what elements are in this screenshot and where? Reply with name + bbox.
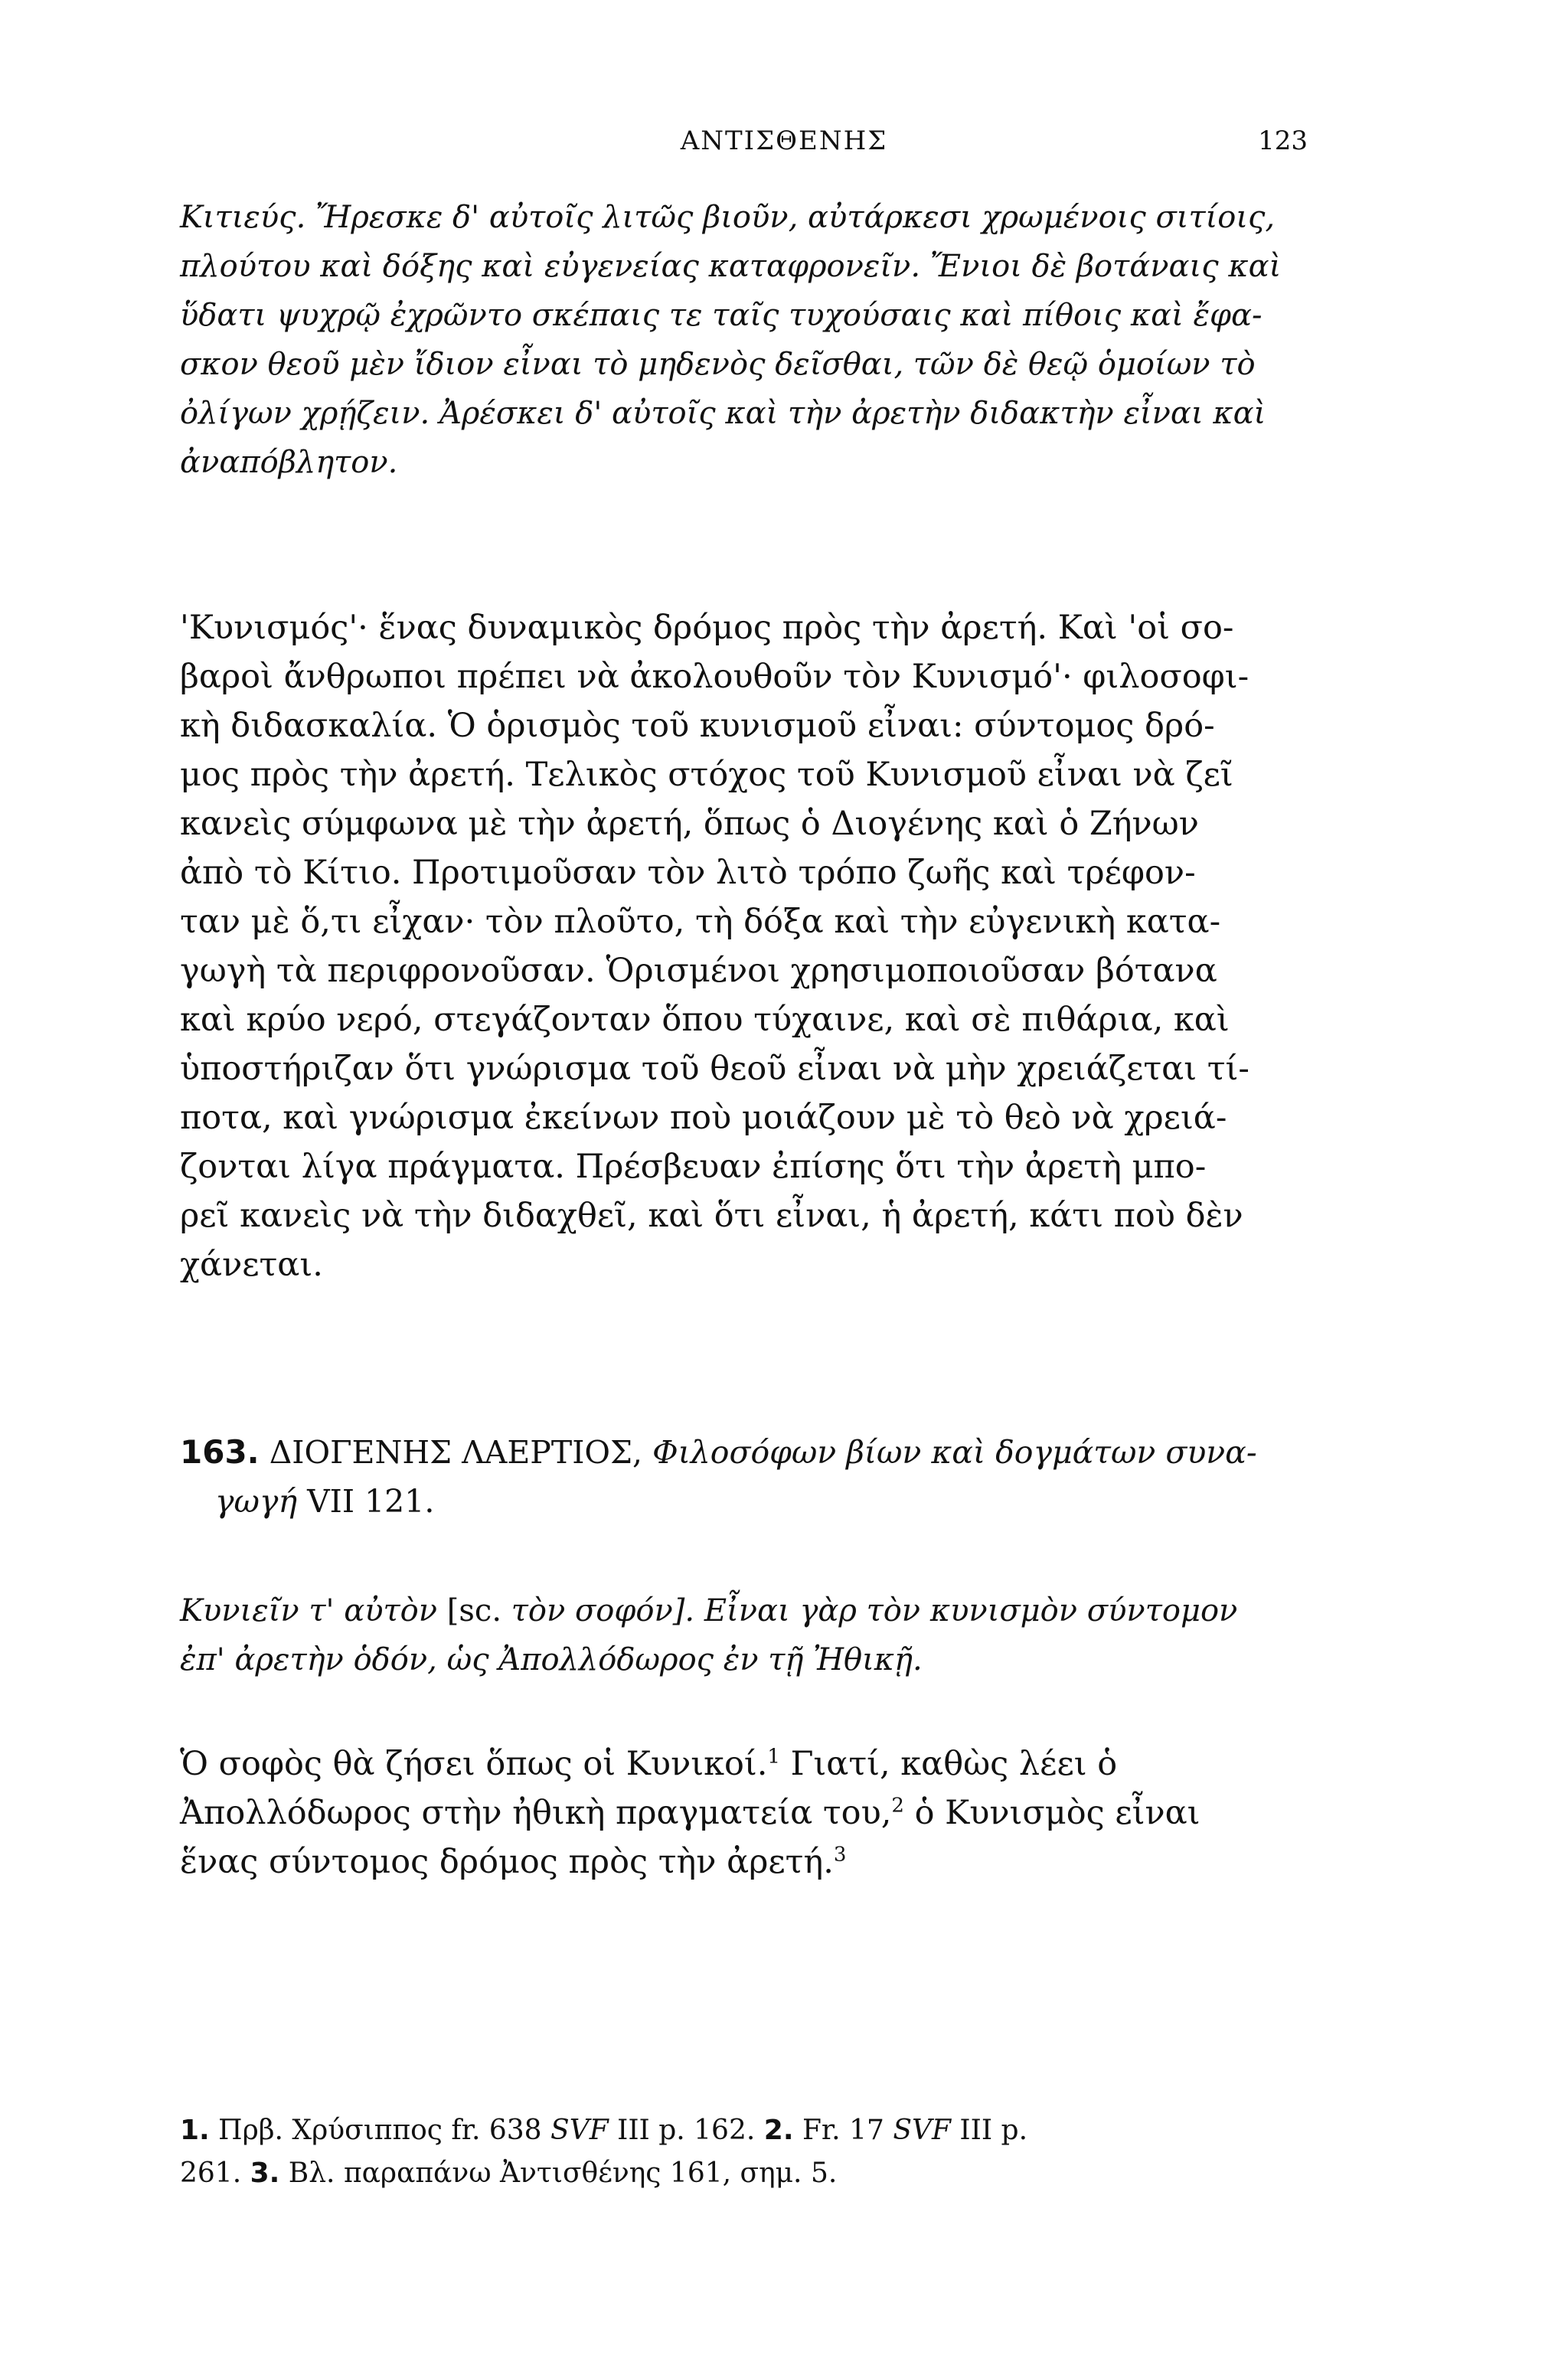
- entry-work-title: Φιλοσόφων βίων καὶ δογμάτων συνα-: [652, 1434, 1257, 1471]
- modern-greek-translation-1: [180, 603, 1348, 1289]
- text-segment: ὁ Κυνισμὸς εἶναι: [903, 1794, 1200, 1832]
- footnote-text: Πρβ. Χρύσιππος fr. 638: [209, 2115, 551, 2146]
- footnotes: [180, 2109, 1348, 2195]
- text-line: ρεῖ κανεὶς νὰ τὴν διδαχθεῖ, καὶ ὅτι εἶναι, ἡ ἀρετή, κάτι ποὺ δὲν: [180, 1197, 1243, 1235]
- text-line: ζονται λίγα πράγματα. Πρέσβευαν ἐπίσης ὅτι τὴν ἀρετὴ μπο-: [180, 1148, 1207, 1186]
- text-line: ὕδατι ψυχρῷ ἐχρῶντο σκέπαις τε ταῖς τυχούσαις καὶ πίθοις καὶ ἔφα-: [180, 298, 1263, 333]
- text-line: κανεὶς σύμφωνα μὲ τὴν ἀρετή, ὅπως ὁ Διογένης καὶ ὁ Ζήνων: [180, 805, 1199, 843]
- text-segment: Γιατί, καθὼς λέει ὁ: [779, 1745, 1118, 1783]
- text-line: βαροὶ ἄνθρωποι πρέπει νὰ ἀκολουθοῦν τὸν Κυνισμό'· φιλοσοφι-: [180, 658, 1250, 696]
- ancient-greek-passage-1: [180, 193, 1348, 487]
- text-line: καὶ κρύο νερό, στεγάζονταν ὅπου τύχαινε, καὶ σὲ πιθάρια, καὶ: [180, 1001, 1230, 1039]
- entry-author: ΔΙΟΓΕΝΗΣ ΛΑΕΡΤΙΟΣ,: [269, 1434, 643, 1471]
- text-segment: Ἀπολλόδωρος στὴν ἠθικὴ πραγματεία του,: [180, 1794, 892, 1832]
- footnote-marker[interactable]: 3: [833, 1843, 847, 1867]
- text-line: ὑποστήριζαν ὅτι γνώρισμα τοῦ θεοῦ εἶναι νὰ μὴν χρειάζεται τί-: [180, 1050, 1250, 1088]
- text-line: ἀπὸ τὸ Κίτιο. Προτιμοῦσαν τὸν λιτὸ τρόπο ζωῆς καὶ τρέφον-: [180, 854, 1196, 892]
- footnote-text: Fr. 17: [793, 2115, 893, 2146]
- text-line: μος πρὸς τὴν ἀρετή. Τελικὸς στόχος τοῦ Κυνισμοῦ εἶναι νὰ ζεῖ: [180, 756, 1233, 794]
- text-line: ἀναπόβλητον.: [180, 445, 398, 480]
- text-line: πλούτου καὶ δόξης καὶ εὐγενείας καταφρονεῖν. Ἔνιοι δὲ βοτάναις καὶ: [180, 249, 1282, 284]
- entry-number: 163.: [180, 1433, 260, 1471]
- text-segment: τὸν σοφόν]. Εἶναι γὰρ τὸν κυνισμὸν σύντομον: [501, 1593, 1238, 1628]
- ancient-greek-passage-2: [180, 1586, 1348, 1684]
- footnote-text: III p. 162.: [608, 2115, 764, 2146]
- footnote-number: 1.: [180, 2115, 210, 2146]
- text-line: ὀλίγων χρῄζειν. Ἀρέσκει δ' αὐτοῖς καὶ τὴν ἀρετὴν διδακτὴν εἶναι καὶ: [180, 396, 1266, 431]
- footnote-text: III p.: [950, 2115, 1028, 2146]
- text-line: χάνεται.: [180, 1246, 323, 1284]
- text-line: Κιτιεύς. Ἤρεσκε δ' αὐτοῖς λιτῶς βιοῦν, αὐτάρκεσι χρωμένοις σιτίοις,: [180, 200, 1276, 235]
- text-line: ποτα, καὶ γνώρισμα ἐκείνων ποὺ μοιάζουν μὲ τὸ θεὸ νὰ χρειά-: [180, 1099, 1227, 1137]
- entry-reference: VII 121.: [307, 1483, 435, 1520]
- text-line: ταν μὲ ὅ,τι εἶχαν· τὸν πλοῦτο, τὴ δόξα καὶ τὴν εὐγενικὴ κατα-: [180, 903, 1221, 941]
- editorial-note: [sc.: [446, 1593, 502, 1628]
- modern-greek-translation-2: [180, 1739, 1348, 1886]
- entry-work-title-continued: γωγή: [215, 1483, 298, 1520]
- text-line: σκον θεοῦ μὲν ἴδιον εἶναι τὸ μηδενὸς δεῖσθαι, τῶν δὲ θεῷ ὁμοίων τὸ: [180, 347, 1256, 382]
- footnote-number: 2.: [763, 2115, 794, 2146]
- footnote-marker[interactable]: 2: [891, 1794, 904, 1818]
- text-line: 'Κυνισμός'· ἕνας δυναμικὸς δρόμος πρὸς τὴν ἀρετή. Καὶ 'οἱ σο-: [180, 609, 1234, 647]
- footnote-text: 261.: [180, 2158, 250, 2189]
- text-line: γωγὴ τὰ περιφρονοῦσαν. Ὁρισμένοι χρησιμοποιοῦσαν βότανα: [180, 952, 1217, 990]
- footnote-abbrev: SVF: [550, 2115, 609, 2146]
- text-line: κὴ διδασκαλία. Ὁ ὁρισμὸς τοῦ κυνισμοῦ εἶναι: σύντομος δρό-: [180, 707, 1215, 745]
- entry-heading-163: [180, 1428, 1348, 1526]
- text-segment: Κυνιεῖν τ' αὐτὸν: [180, 1593, 447, 1628]
- footnote-marker[interactable]: 1: [767, 1745, 780, 1769]
- running-header: ΑΝΤΙΣΘΕΝΗΣ: [680, 126, 888, 156]
- footnote-number: 3.: [250, 2158, 280, 2189]
- page-number: 123: [1258, 126, 1308, 156]
- text-segment: ἕνας σύντομος δρόμος πρὸς τὴν ἀρετή.: [180, 1843, 834, 1881]
- text-line: ἐπ' ἀρετὴν ὁδόν, ὡς Ἀπολλόδωρος ἐν τῇ Ἠθικῇ.: [180, 1642, 923, 1677]
- footnote-abbrev: SVF: [893, 2115, 951, 2146]
- footnote-text: Βλ. παραπάνω Ἀντισθένης 161, σημ. 5.: [279, 2158, 838, 2189]
- text-segment: Ὁ σοφὸς θὰ ζήσει ὅπως οἱ Κυνικοί.: [180, 1745, 768, 1783]
